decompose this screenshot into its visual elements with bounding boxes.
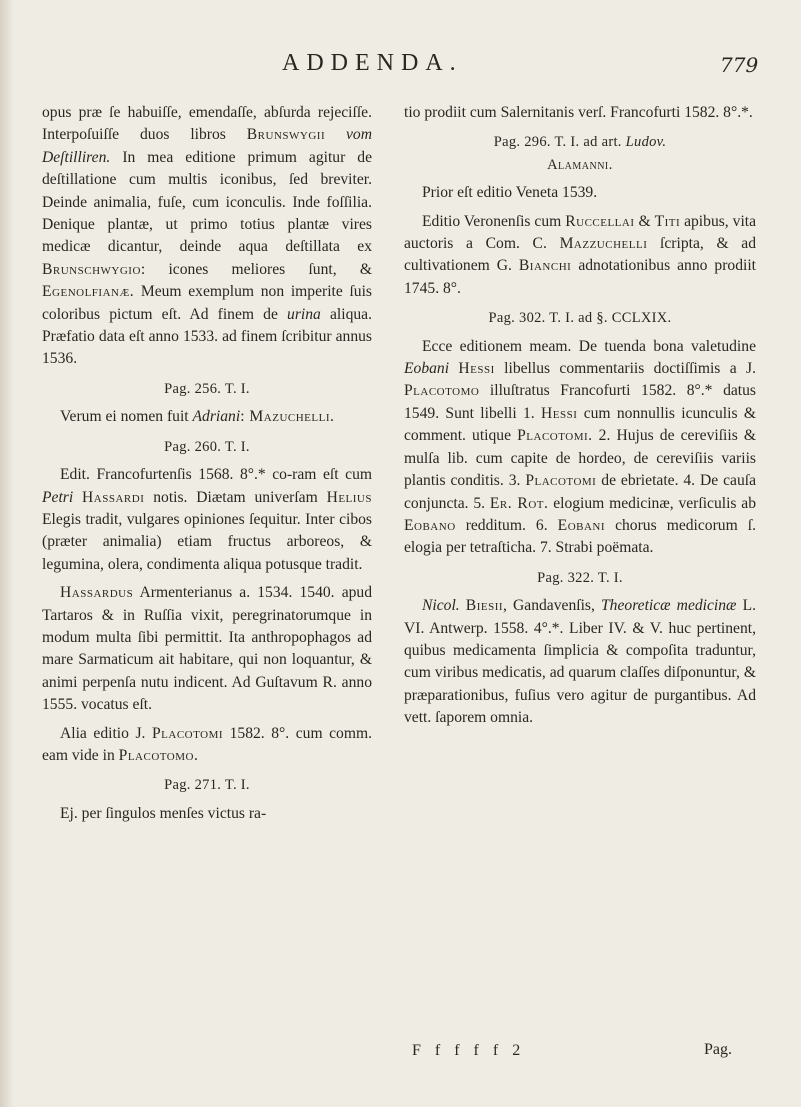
- page-reference: Pag. 256. T. I.: [164, 380, 250, 397]
- page-number: 779: [720, 53, 759, 77]
- left-column: [42, 102, 372, 825]
- catchword: Pag.: [704, 1041, 732, 1058]
- paragraph: Ej. per ſingulos menſes victus ra-: [60, 804, 267, 822]
- paragraph: Editio Veronenſis cum Ruccellai & Titi apibus, vita auctoris a Com. C. Mazzuchelli ſcripta, & ad cultivationem G. Bianchi adnotationibus anno prodiit 1745. 8°.: [404, 212, 757, 297]
- running-head: ADDENDA.: [282, 50, 463, 76]
- paragraph: Alia editio J. Placotomi 1582. 8°. cum comm. eam vide in Placotomo.: [42, 724, 372, 764]
- paragraph: Nicol. Biesii, Gandavenſis, Theoreticæ medicinæ L. VI. Antwerp. 1558. 4°.*. Liber IV. & V. huc pertinent, quibus medicamenta ſimplicia & compoſita traduntur, cum viribus medicatis, ad quarum claſſes diſponuntur, & præparationibus, fuſius vero agitur de purgantibus. Ad vett. ſaporem omnia.: [404, 597, 756, 727]
- signature-mark: F f f f f 2: [412, 1042, 526, 1059]
- binding-shadow: [0, 0, 14, 1107]
- paragraph: Hassardus Armenterianus a. 1534. 1540. apud Tartaros & in Ruſſia vixit, peregrinatorumque in modum multa ſibi permittit. Ita anthropophagos ad mare Sarmaticum ait habitare, qui non loquantur, & animi perpenſa nutu indicent. Ad Guſtavum R. anno 1555. vocatus eſt.: [42, 584, 373, 714]
- paragraph: opus præ ſe habuiſſe, emendaſſe, abſurda rejeciſſe. Interpoſuiſſe duos libros Brunswygii vom Deſtilliren. In mea editione primum agitur de deſtillatione cum multis iconibus, ſed breviter. Deinde animalia, fuſe, cum iconculis. Inde foſſilia. Denique plantæ, ut primo totius plantæ vires medicæ dicantur, deinde aqua deſtillata ex Brunschwygio: icones meliores ſunt, & Egenolfianæ. Meum exemplum non imperite ſuis coloribus pictum eſt. Ad finem de urina aliqua. Præfatio data eſt anno 1533. ad finem ſcribitur annus 1536.: [42, 104, 372, 368]
- paragraph: Edit. Francofurtenſis 1568. 8°.* co-ram eſt cum Petri Hassardi notis. Diætam univerſam Helius Elegis tradit, vulgares opiniones ſequitur. Inter cibos (præter animalia) etiam fructus arboreos, & legumina, olera, condimenta aliqua potusque tradit.: [42, 466, 372, 573]
- right-column: [404, 102, 756, 730]
- page-header: [0, 50, 801, 90]
- paragraph: tio prodiit cum Salernitanis verſ. Francofurti 1582. 8°.*.: [404, 104, 753, 121]
- paragraph: Prior eſt editio Veneta 1539.: [422, 184, 598, 202]
- page-reference: Pag. 260. T. I.: [164, 438, 250, 455]
- page-reference: Pag. 296. T. I. ad art. Ludov. Alamanni.: [493, 134, 667, 173]
- page-reference: Pag. 271. T. I.: [164, 777, 250, 794]
- paragraph: Ecce editionem meam. De tuenda bona valetudine Eobani Hessi libellus commentariis doctiſſimis a J. Placotomo illuſtratus Francofurti 1582. 8°.* datus 1549. Sunt libelli 1. Hessi cum nonnullis icunculis & comment. utique Placotomi. 2. Hujus de cereviſiis & mulſa lib. cum capite de hordeo, de cereviſiis variis plantis conditis. 3. Placotomi de ebrietate. 4. De cauſa conjuncta. 5. Er. Rot. elogium medicinæ, verſiculis ab Eobano redditum. 6. Eobani chorus medicorum ſ. elogia per tetraſticha. 7. Strabi poëmata.: [404, 337, 757, 557]
- page-reference: Pag. 322. T. I.: [537, 569, 623, 586]
- paragraph: Verum ei nomen fuit Adriani: Mazuchelli.: [60, 408, 335, 426]
- page-reference: Pag. 302. T. I. ad §. CCLXIX.: [488, 310, 672, 327]
